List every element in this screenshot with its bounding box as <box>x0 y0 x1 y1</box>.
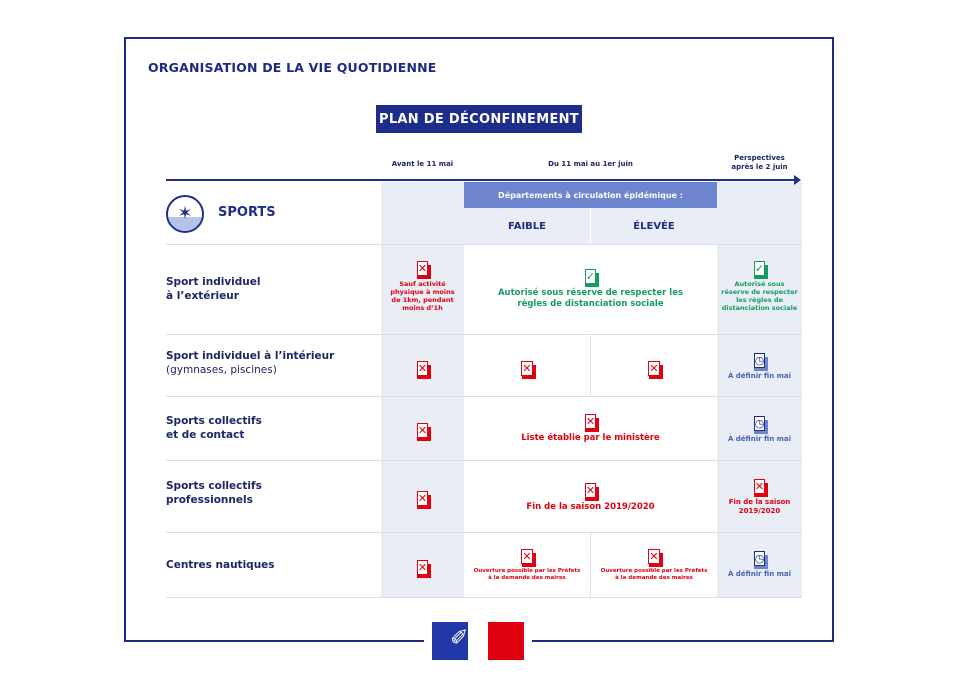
timeline-arrow-icon <box>794 175 801 185</box>
column-during-heading: Du 11 mai au 1er juin <box>548 160 633 168</box>
cell-row2-faible <box>464 357 590 380</box>
row-separator <box>166 244 802 245</box>
column-after-heading-line2: après le 2 juin <box>731 163 788 171</box>
x-icon: ✕ <box>585 484 596 497</box>
cell-row2-elevee <box>591 357 717 380</box>
row-label-centres-nautiques: Centres nautiques <box>166 559 275 571</box>
cell-row1-during: ✓ Autorisé sous réserve de respecter les règles de distanciation sociale <box>497 270 684 309</box>
plan-title: PLAN DE DÉCONFINEMENT <box>376 105 582 133</box>
x-icon: ✕ <box>417 561 428 574</box>
cell-row3-before <box>381 419 464 442</box>
runner-icon: ✶ <box>166 195 204 233</box>
row-separator <box>166 460 802 461</box>
column-after-heading-line1: Perspectives <box>734 154 785 162</box>
x-icon: ✕ <box>649 550 659 563</box>
row-label-sports-collectifs: Sports collectifs et de contact <box>166 415 262 441</box>
clock-icon: ◷ <box>754 417 765 430</box>
cell-row5-after: ◷ À définir fin mai <box>727 552 792 578</box>
x-icon: ✕ <box>585 415 596 428</box>
document-frame <box>124 37 834 642</box>
row-label-sport-exterieur: Sport individuel à l’extérieur <box>166 276 261 302</box>
row-separator <box>166 334 802 335</box>
departements-header: Départements à circulation épidémique : <box>464 182 717 208</box>
column-after-heading <box>717 154 802 172</box>
elevee-header: ÉLEVÉE <box>591 208 717 244</box>
x-icon: ✕ <box>417 424 428 437</box>
clock-icon: ◷ <box>754 552 765 565</box>
cell-row1-after: ✓ Autorisé sous réserve de respecter les règles de distanciation sociale <box>721 262 798 312</box>
x-icon: ✕ <box>649 362 659 375</box>
faible-header: FAIBLE <box>464 208 590 244</box>
cell-row2-after: ◷ À définir fin mai <box>727 354 792 380</box>
cell-row4-after: ✕ Fin de la saison 2019/2020 <box>728 480 791 515</box>
x-icon: ✕ <box>522 550 532 563</box>
row-separator <box>166 597 802 598</box>
column-before-heading: Avant le 11 mai <box>391 160 454 168</box>
cell-row3-during: ✕ Liste établie par le ministère <box>521 415 660 443</box>
x-icon: ✕ <box>754 480 765 493</box>
clock-icon: ◷ <box>754 354 765 367</box>
cell-row4-before <box>381 487 464 510</box>
row-separator <box>166 396 802 397</box>
row-label-sport-interieur: Sport individuel à l’intérieur (gymnases, piscines) <box>166 350 335 376</box>
page-title: ORGANISATION DE LA VIE QUOTIDIENNE <box>148 60 437 75</box>
x-icon: ✕ <box>417 262 428 275</box>
cell-row5-before <box>381 556 464 579</box>
cell-row1-before: ✕ Sauf activité physique à moins de 1km, pendant moins d’1h <box>390 262 455 312</box>
section-label: SPORTS <box>218 205 276 220</box>
cell-row5-elevee: ✕ Ouverture possible par les Préfets à la demande des maires <box>600 550 708 581</box>
row-label-sports-professionnels: Sports collectifs professionnels <box>166 480 262 506</box>
x-icon: ✕ <box>417 362 428 375</box>
check-icon: ✓ <box>585 270 596 283</box>
row-separator <box>166 532 802 533</box>
x-icon: ✕ <box>522 362 532 375</box>
cell-row2-before <box>381 357 464 380</box>
check-icon: ✓ <box>754 262 765 275</box>
timeline-axis <box>166 179 796 181</box>
cell-row3-after: ◷ À définir fin mai <box>727 417 792 443</box>
cell-row4-during: ✕ Fin de la saison 2019/2020 <box>526 484 655 512</box>
cell-row5-faible: ✕ Ouverture possible par les Préfets à la demande des maires <box>473 550 581 581</box>
x-icon: ✕ <box>417 492 428 505</box>
marianne-logo: ✐ <box>432 622 524 660</box>
